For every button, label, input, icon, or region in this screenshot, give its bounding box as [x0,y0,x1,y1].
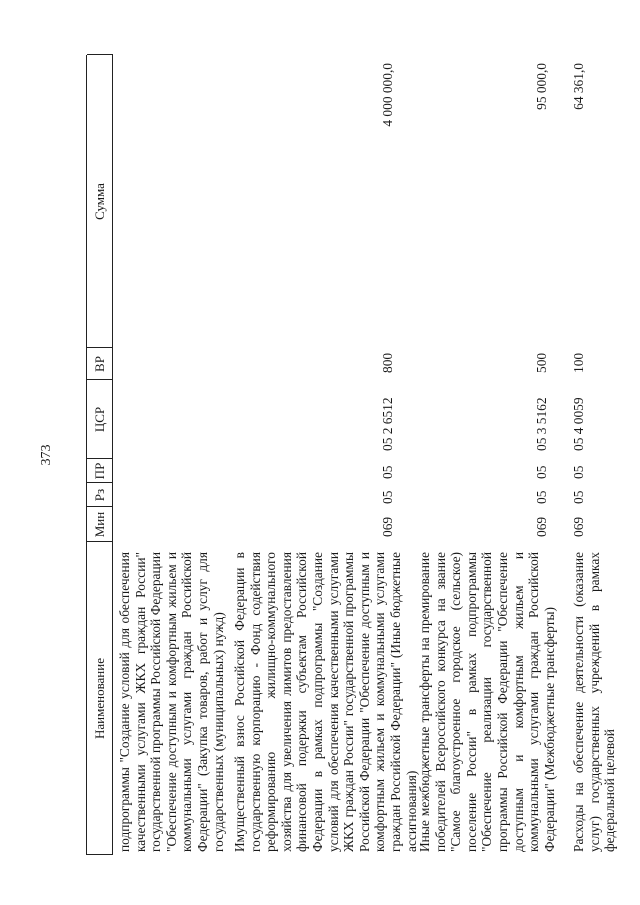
row-csr: 05 2 6512 [380,397,395,451]
row-min: 069 [534,516,549,537]
header-vr: ВР [92,356,107,372]
row-vr: 100 [571,352,586,373]
row-pr: 05 [571,465,586,479]
row-csr: 05 3 5162 [534,397,549,451]
row-sum: 64 361,0 [571,63,586,110]
row-sum: 95 000,0 [534,63,549,110]
row-name: подпрограммы "Создание условий для обеспечения качественными услугами ЖКХ граждан России" государственной программы Российской Федерации "Обеспечение доступным и комфортным жильем и коммунальными услугами граждан Российской Федерации" (Закупка товаров, работ и услуг для государственных (муниципальных) нужд) [117,552,226,852]
row-name: Имущественный взнос Российской Федерации в государственную корпорацию - Фонд содействия реформированию жилищно-коммунального хозяйства для увеличения лимитов предоставления финансовой подержки субъектам Российской Федерации в рамках подпрограммы "Создание условий для обеспечения качественными услугами ЖКХ граждан России" государственной программы Российской Федерации "Обеспечение доступным и комфортным жильем и коммунальными услугами граждан Российской Федерации" (Иные бюджетные ассигнования) [232,552,419,852]
row-vr: 500 [534,352,549,373]
row-csr: 05 4 0059 [571,397,586,451]
row-rz: 05 [534,490,549,504]
row-name: Расходы на обеспечение деятельности (оказание услуг) государственных учреждений в рамках федеральной целевой [571,552,618,852]
row-vr: 800 [380,352,395,373]
row-min: 069 [571,516,586,537]
row-sum: 4 000 000,0 [380,63,395,127]
row-rz: 05 [380,490,395,504]
header-rz: Рз [92,488,107,502]
row-pr: 05 [534,465,549,479]
header-sum: Сумма [92,183,107,220]
header-min: Мин [92,511,107,538]
header-name: Наименование [92,658,107,739]
header-csr: ЦСР [92,406,107,433]
page-number: 373 [39,444,54,466]
row-min: 069 [380,516,395,537]
budget-table [87,55,617,855]
row-rz: 05 [571,490,586,504]
header-pr: ПР [92,462,107,480]
row-name: Иные межбюджетные трансферты на премирование победителей Всероссийского конкурса на звание "Самое благоустроенное городское (сельское) поселение России" в рамках подпрограммы "Обеспечение реализации государственной программы Российской Федерации "Обеспечение доступным и комфортным жильем и коммунальными услугами граждан Российской Федерации" (Межбюджетные трансферты) [417,552,557,852]
row-pr: 05 [380,465,395,479]
header-bottom-border [112,55,113,855]
